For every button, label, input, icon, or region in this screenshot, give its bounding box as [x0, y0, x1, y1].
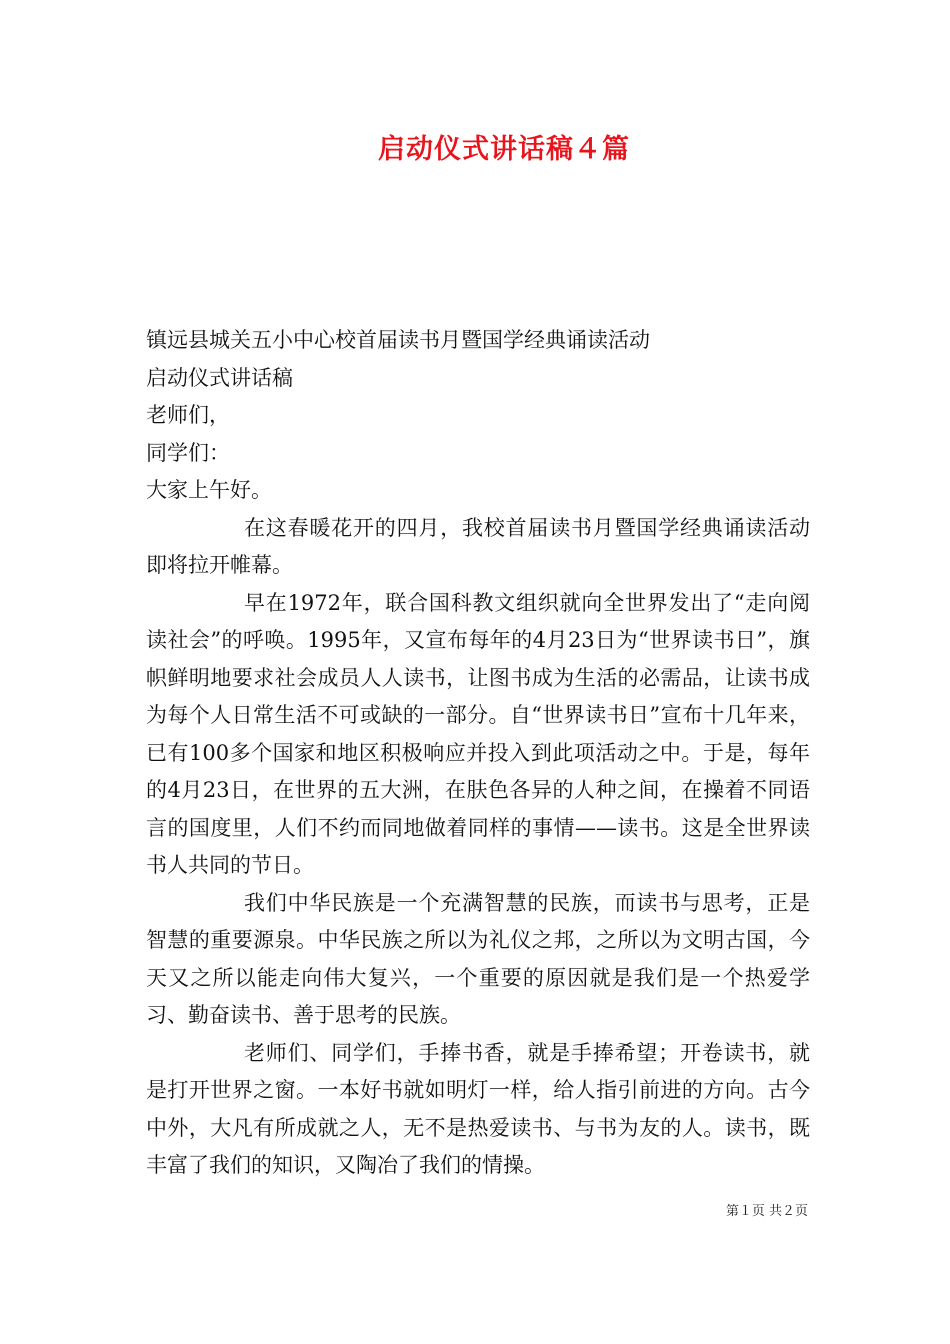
paragraph: 老师们、同学们，手捧书香，就是手捧希望；开卷读书，就是打开世界之窗。一本好书就如明灯一样，给人指引前进的方向。古今中外，大凡有所成就之人，无不是热爱读书、与书为友的人。读书，既丰富了我们的知识，又陶冶了我们的情操。 [146, 1040, 810, 1177]
paragraph: 我们中华民族是一个充满智慧的民族，而读书与思考，正是智慧的重要源泉。中华民族之所以为礼仪之邦，之所以为文明古国，今天又之所以能走向伟大复兴，一个重要的原因就是我们是一个热爱学习、勤奋读书、善于思考的民族。 [146, 890, 810, 1027]
document-title: 启动仪式讲话稿４篇 [378, 134, 630, 165]
greeting: 大家上午好。 [146, 478, 272, 502]
subtitle-line-1: 镇远县城关五小中心校首届读书月暨国学经典诵读活动 [146, 328, 650, 352]
salutation-students: 同学们： [146, 440, 230, 465]
paragraph: 早在1972年，联合国科教文组织就向全世界发出了“走向阅读社会”的呼唤。1995年，又宣布每年的4月23日为“世界读书日”，旗帜鲜明地要求社会成员人人读书，让图书成为生活的必需品，让读书成为每个人日常生活不可或缺的一部分。自“世界读书日”宣布十几年来，已有100多个国家和地区积极响应并投入到此项活动之中。于是，每年的4月23日，在世界的五大洲，在肤色各异的人种之间，在操着不同语言的国度里，人们不约而同地做着同样的事情——读书。这是全世界读书人共同的节日。 [146, 590, 810, 877]
salutation-teachers: 老师们， [146, 403, 230, 427]
document-body [146, 322, 810, 1185]
subtitle-line-2: 启动仪式讲话稿 [146, 365, 293, 390]
paragraph: 在这春暖花开的四月，我校首届读书月暨国学经典诵读活动即将拉开帷幕。 [146, 515, 810, 577]
page-number-footer: 第１页 共２页 [725, 1204, 808, 1219]
